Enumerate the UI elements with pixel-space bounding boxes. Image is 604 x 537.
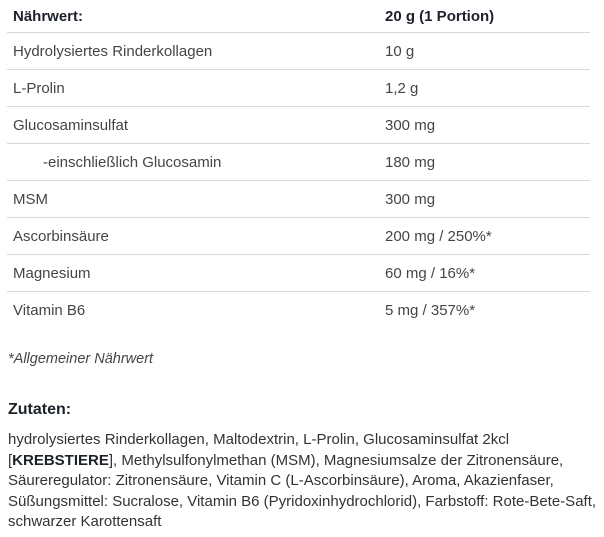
row-label: L-Prolin	[13, 79, 65, 97]
row-label: MSM	[13, 190, 48, 208]
allergen-krebstiere: KREBSTIERE	[12, 451, 109, 469]
row-label: Glucosaminsulfat	[13, 116, 129, 134]
table-rows	[7, 33, 590, 329]
table-header-row	[7, 0, 590, 33]
row-label: Hydrolysiertes Rinderkollagen	[13, 42, 213, 60]
table-row	[7, 255, 590, 292]
row-value: 60 mg / 16%*	[385, 264, 476, 282]
table-footnote: *Allgemeiner Nährwert	[8, 351, 154, 367]
row-label: Magnesium	[13, 264, 91, 282]
row-value: 180 mg	[385, 153, 436, 171]
row-value: 300 mg	[385, 190, 436, 208]
table-row	[7, 292, 590, 329]
table-row	[7, 33, 590, 70]
ingredients-text-before: hydrolysiertes Rinderkollagen, Maltodextrin, L-Prolin, Glucosaminsulfat 2kcl [	[8, 431, 510, 469]
table-row	[7, 107, 590, 144]
row-value: 5 mg / 357%*	[385, 302, 476, 319]
table-row	[7, 181, 590, 218]
table-row	[7, 70, 590, 107]
row-label: Vitamin B6	[13, 302, 86, 319]
row-value: 1,2 g	[385, 79, 419, 97]
nutrition-table	[7, 0, 590, 329]
table-row	[7, 144, 590, 181]
ingredients-text	[8, 430, 598, 533]
row-label: Ascorbinsäure	[13, 227, 109, 245]
table-header-value: 20 g (1 Portion)	[385, 7, 495, 25]
row-value: 10 g	[385, 42, 415, 60]
row-value: 200 mg / 250%*	[385, 227, 492, 245]
ingredients-text-after: ], Methylsulfonylmethan (MSM), Magnesiumsalze der Zitronensäure, Säureregulator: Zitronensäure, Vitamin C (L-Ascorbinsäure), Aroma, Akazienfaser, Süßungsmittel: Sucralose, Vitamin B6 (Pyridoxinhydrochlorid), Farbstoff: Rote-Bete-Saft, schwarzer Karottensaft	[8, 451, 597, 530]
table-header-label: Nährwert:	[13, 7, 84, 25]
row-label: -einschließlich Glucosamin	[43, 153, 222, 171]
table-row	[7, 218, 590, 255]
ingredients-heading: Zutaten:	[8, 401, 72, 418]
row-value: 300 mg	[385, 116, 436, 134]
